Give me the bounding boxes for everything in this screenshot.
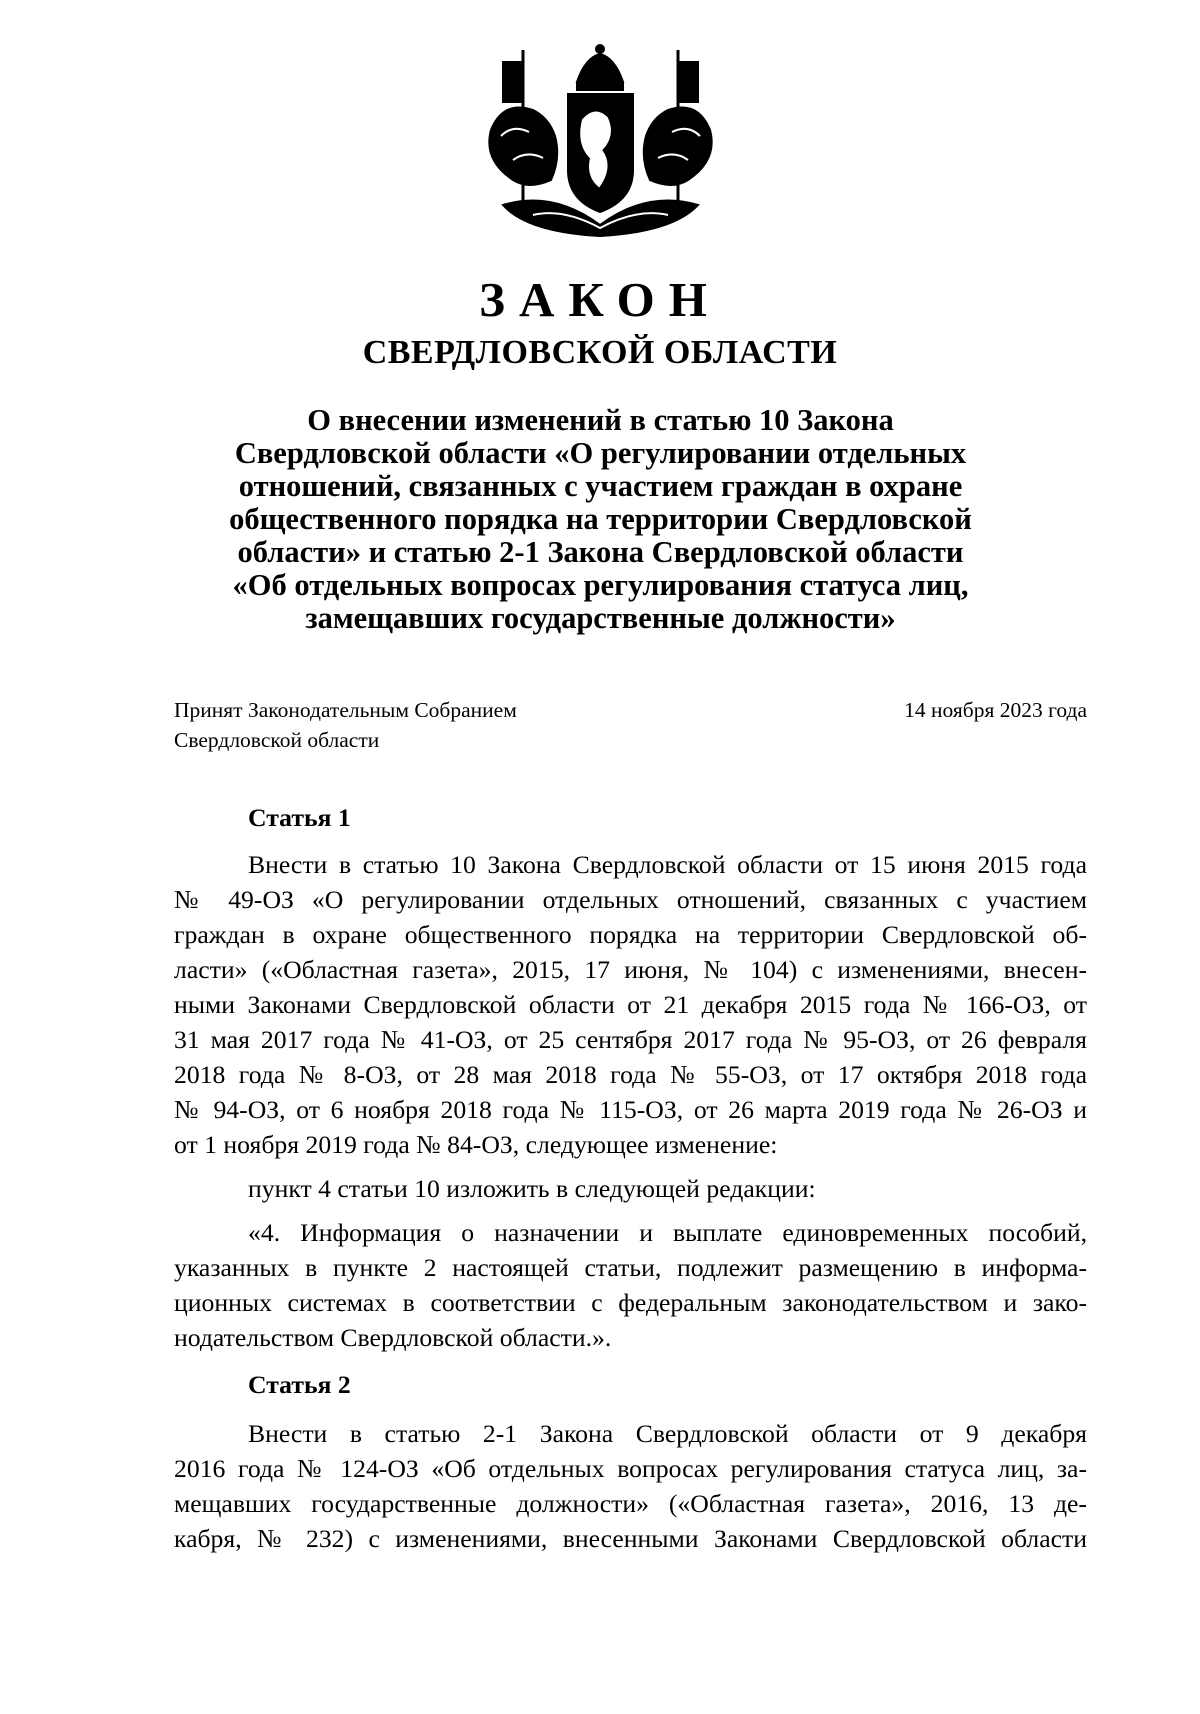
region-title: СВЕРДЛОВСКОЙ ОБЛАСТИ xyxy=(362,334,838,371)
subject-line: «Об отдельных вопросах регулирования статуса лиц, xyxy=(232,568,969,602)
text-line: мещавших государственные должности» («Областная газета», 2016, 13 де- xyxy=(174,1489,1087,1518)
law-subject xyxy=(228,404,973,635)
text-line: пункт 4 статьи 10 изложить в следующей редакции: xyxy=(248,1174,816,1203)
text-line: 2018 года № 8-ОЗ, от 28 мая 2018 года № 55-ОЗ, от 17 октября 2018 года xyxy=(174,1060,1087,1089)
article-2-heading: Статья 2 xyxy=(248,1370,351,1399)
article-2-paragraph-1 xyxy=(174,1416,1087,1556)
article-1-heading: Статья 1 xyxy=(248,803,351,832)
article-1-paragraph-1 xyxy=(174,847,1087,1162)
text-line: 31 мая 2017 года № 41-ОЗ, от 25 сентября 2017 года № 95-ОЗ, от 26 февраля xyxy=(174,1025,1087,1054)
text-line: ласти» («Областная газета», 2015, 17 июня, № 104) с изменениями, внесен- xyxy=(174,955,1087,984)
text-line: Внести в статью 10 Закона Свердловской области от 15 июня 2015 года xyxy=(248,850,1087,879)
text-line: указанных в пункте 2 настоящей статьи, подлежит размещению в информа- xyxy=(174,1253,1087,1282)
adopted-date: 14 ноября 2023 года xyxy=(904,698,1087,722)
text-line: 2016 года № 124-ОЗ «Об отдельных вопросах регулирования статуса лиц, за- xyxy=(174,1454,1087,1483)
text-line: от 1 ноября 2019 года № 84-ОЗ, следующее изменение: xyxy=(174,1130,778,1159)
subject-line: О внесении изменений в статью 10 Закона xyxy=(307,403,894,437)
text-line: «4. Информация о назначении и выплате единовременных пособий, xyxy=(248,1218,1087,1247)
article-1-paragraph-2 xyxy=(174,1171,1087,1206)
text-line: ными Законами Свердловской области от 21 декабря 2015 года № 166-ОЗ, от xyxy=(174,990,1087,1019)
text-line: № 94-ОЗ, от 6 ноября 2018 года № 115-ОЗ, от 26 марта 2019 года № 26-ОЗ и xyxy=(174,1095,1087,1124)
text-line: кабря, № 232) с изменениями, внесенными Законами Свердловской области xyxy=(174,1524,1087,1553)
text-line: нодательством Свердловской области.». xyxy=(174,1323,612,1352)
subject-line: отношений, связанных с участием граждан в охране xyxy=(238,469,963,503)
adopted-by-line: Свердловской области xyxy=(174,728,380,752)
subject-line: области» и статью 2-1 Закона Свердловской области xyxy=(237,535,964,569)
law-body xyxy=(174,800,1087,1556)
adopted-by xyxy=(174,695,517,755)
subject-line: Свердловской области «О регулировании отдельных xyxy=(234,436,967,470)
subject-line: общественного порядка на территории Свердловской xyxy=(229,502,972,536)
article-1-paragraph-3 xyxy=(174,1215,1087,1355)
law-title: ЗАКОН xyxy=(479,272,721,327)
subject-line: замещавших государственные должности» xyxy=(305,601,896,635)
coat-of-arms-emblem xyxy=(473,40,728,240)
text-line: ционных системах в соответствии с федеральным законодательством и зако- xyxy=(174,1288,1087,1317)
adopted-by-line: Принят Законодательным Собранием xyxy=(174,698,517,722)
text-line: Внести в статью 2-1 Закона Свердловской области от 9 декабря xyxy=(248,1419,1087,1448)
text-line: № 49-ОЗ «О регулировании отдельных отношений, связанных с участием xyxy=(174,885,1087,914)
text-line: граждан в охране общественного порядка на территории Свердловской об- xyxy=(174,920,1087,949)
